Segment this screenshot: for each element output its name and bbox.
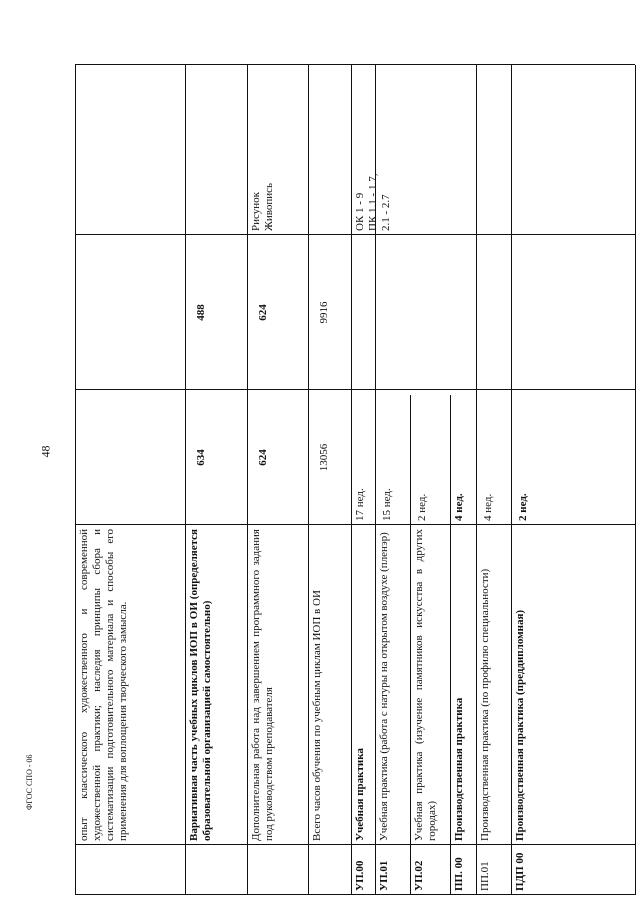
row-5-code: УП.00 [354,860,366,891]
row-2-hours-max: 634 [195,449,207,466]
row-10-code: ПДП 00 [514,852,526,891]
row-7-hours-max: 2 нед. [416,493,428,521]
row-6-code: УП.01 [378,860,390,891]
row-2-hours-mandatory: 488 [195,304,207,321]
row-3-hours-mandatory: 624 [257,304,269,321]
row-5-title: Учебная практика [354,748,366,841]
row-10-title: Производственная практика (преддипломная) [514,609,526,841]
row-8-title: Производственная практика [453,697,465,841]
row-8-code: ПП. 00 [453,857,465,891]
row-5-hours-max: 17 нед. [354,488,366,521]
row-9-code: ПП.01 [479,861,491,891]
row-4-hours-mandatory: 9916 [318,301,330,324]
row-4-title: Всего часов обучения по учебным циклам ИОП в ОИ [311,590,323,841]
row-3-hours-max: 624 [257,449,269,466]
row-5-competencies: ОК 1 - 9 ПК 1.1 - 1.7, 2.1 - 2.7 [354,173,392,231]
row-9-title: Производственная практика (по профилю специальности) [479,568,491,841]
row-9-hours-max: 4 нед. [482,493,494,521]
row-7-code: УП.02 [413,860,425,891]
row-3-disciplines: Рисунок Живопись [250,182,275,231]
footer-label: ФГОС СПО - 06 [25,754,34,810]
row-2-title: Вариативная часть учебных циклов ИОП в ОИ (определяется образовательной организацией самостоятельно) [188,529,213,841]
curriculum-table [75,65,635,895]
row-3-title: Дополнительная работа над завершением программного задания под руководством преподавателя [250,529,275,841]
row-10-hours-max: 2 нед. [517,493,529,521]
row-6-hours-max: 15 нед. [381,488,393,521]
page-number: 48 [38,445,53,458]
row-1-title: опыт классического художественного и современной художественной практики; наследия принципы сбора и систематизации подготовительного материала и способы его применения для воплощения творческого замысла. [78,529,129,841]
row-6-title: Учебная практика (работа с натуры на открытом воздухе (пленэр) [378,532,390,841]
row-7-title: Учебная практика (изучение памятников искусства в других городах) [413,529,438,841]
row-8-hours-max: 4 нед. [453,493,465,521]
row-4-hours-max: 13056 [318,443,330,472]
